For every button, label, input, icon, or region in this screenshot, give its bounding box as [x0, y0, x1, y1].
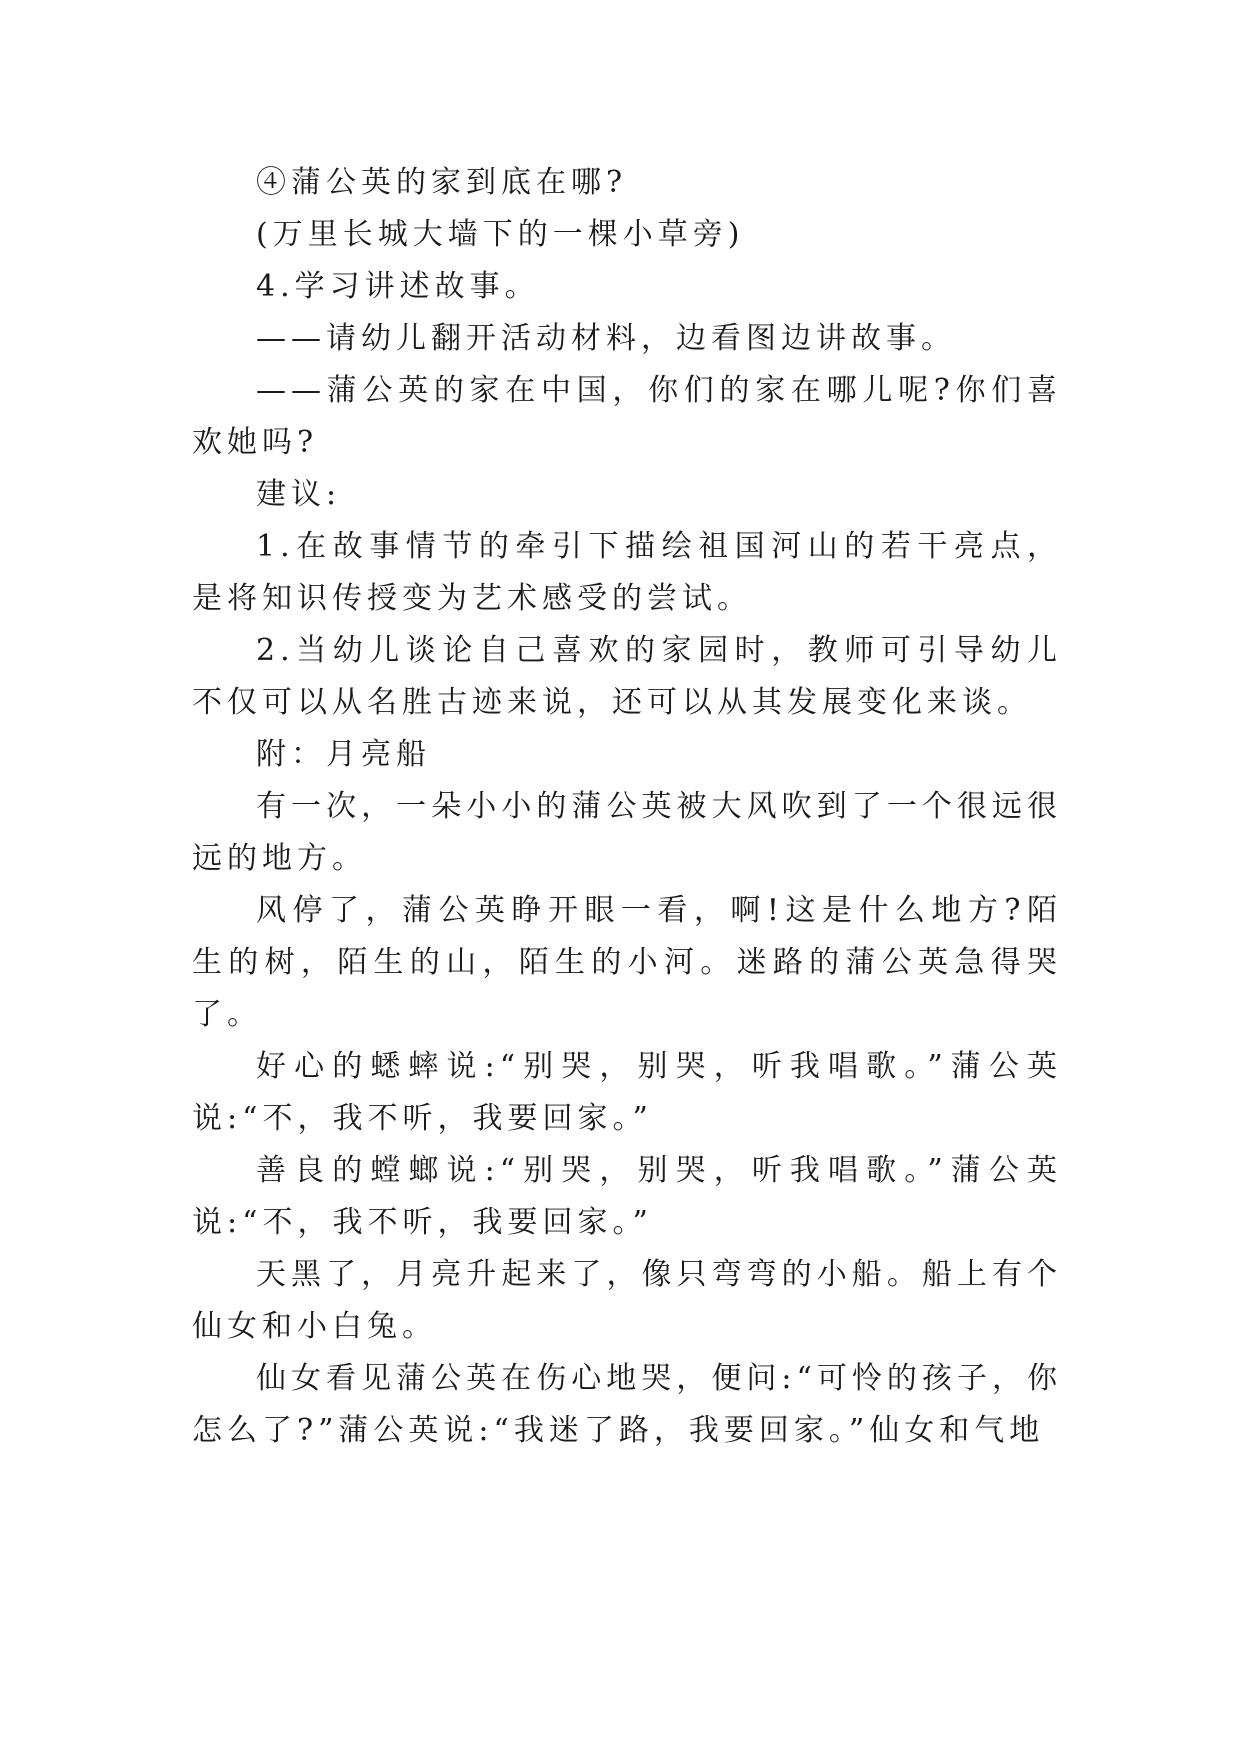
paragraph: 附：月亮船	[256, 737, 431, 772]
paragraph: 1.在故事情节的牵引下描绘祖国河山的若干亮点，是将知识传授变为艺术感受的尝试。	[192, 529, 1062, 616]
paragraph: ④蒲公英的家到底在哪?	[256, 165, 628, 200]
paragraph: 风停了，蒲公英睁开眼一看，啊!这是什么地方?陌生的树，陌生的山，陌生的小河。迷路的蒲公英急得哭了。	[192, 893, 1062, 1032]
paragraph: 有一次，一朵小小的蒲公英被大风吹到了一个很远很远的地方。	[192, 789, 1062, 876]
paragraph: 2.当幼儿谈论自己喜欢的家园时，教师可引导幼儿不仅可以从名胜古迹来说，还可以从其发展变化来谈。	[192, 633, 1062, 720]
paragraph: ——请幼儿翻开活动材料，边看图边讲故事。	[256, 321, 956, 356]
paragraph: 善良的螳螂说:“别哭，别哭，听我唱歌。”蒲公英说:“不，我不听，我要回家。”	[192, 1153, 1062, 1240]
paragraph: 建议:	[256, 477, 342, 512]
paragraph: 仙女看见蒲公英在伤心地哭，便问:“可怜的孩子，你怎么了?”蒲公英说:“我迷了路，我要回家。”仙女和气地	[192, 1361, 1062, 1448]
document-body	[192, 157, 1062, 1457]
paragraph: 好心的蟋蟀说:“别哭，别哭，听我唱歌。”蒲公英说:“不，我不听，我要回家。”	[192, 1049, 1062, 1136]
paragraph: 天黑了，月亮升起来了，像只弯弯的小船。船上有个仙女和小白兔。	[192, 1257, 1062, 1344]
paragraph: 4.学习讲述故事。	[256, 269, 540, 304]
paragraph: (万里长城大墙下的一棵小草旁)	[256, 217, 745, 252]
paragraph: ——蒲公英的家在中国，你们的家在哪儿呢?你们喜欢她吗?	[192, 373, 1062, 460]
